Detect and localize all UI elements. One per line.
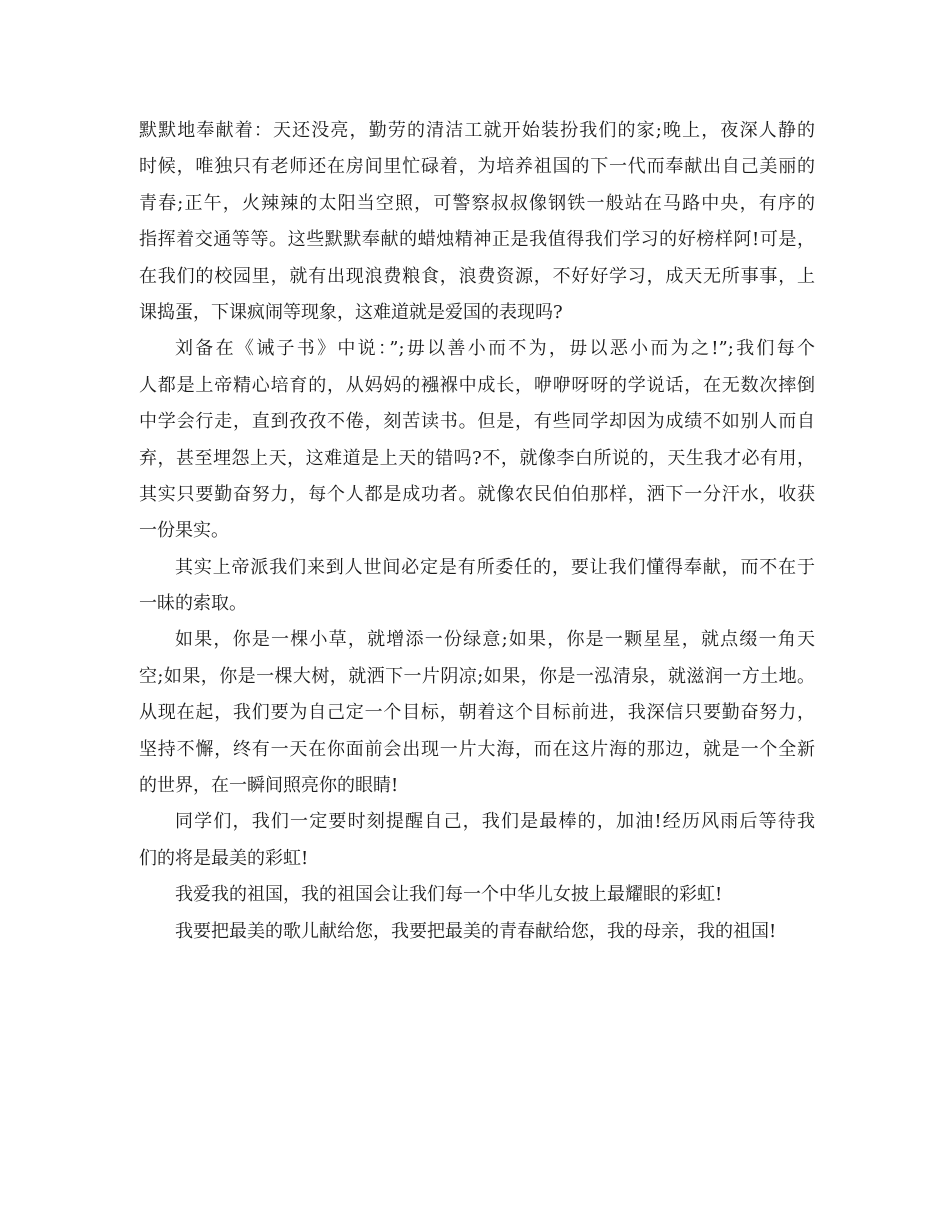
text-line: 从现在起，我们要为自己定一个目标，朝着这个目标前进，我深信只要勤奋努力，	[139, 702, 815, 724]
text-line: 青春;正午，火辣辣的太阳当空照，可警察叔叔像钢铁一般站在马路中央，有序的	[139, 192, 815, 214]
text-line: 中学会行走，直到孜孜不倦，刻苦读书。但是，有些同学却因为成绩不如别人而自	[139, 411, 815, 433]
text-line: 课捣蛋，下课疯闹等现象，这难道就是爱国的表现吗?	[139, 301, 563, 323]
text-line: 我爱我的祖国，我的祖国会让我们每一个中华儿女披上最耀眼的彩虹!	[175, 884, 723, 906]
text-line: 如果，你是一棵小草，就增添一份绿意;如果，你是一颗星星，就点缀一角天	[175, 629, 815, 651]
text-line: 的世界，在一瞬间照亮你的眼睛!	[139, 775, 399, 797]
text-line: 时候，唯独只有老师还在房间里忙碌着，为培养祖国的下一代而奉献出自己美丽的	[139, 156, 815, 178]
text-line: 坚持不懈，终有一天在你面前会出现一片大海，而在这片海的那边，就是一个全新	[139, 738, 815, 760]
text-line: 同学们，我们一定要时刻提醒自己，我们是最棒的，加油!经历风雨后等待我	[175, 811, 815, 833]
text-line: 一份果实。	[139, 520, 229, 542]
text-line: 们的将是最美的彩虹!	[139, 847, 309, 869]
text-line: 刘备在《诫子书》中说：”;毋以善小而不为，毋以恶小而为之!”;我们每个	[175, 338, 815, 360]
text-line: 弃，甚至埋怨上天，这难道是上天的错吗?不，就像李白所说的，天生我才必有用，	[139, 447, 815, 469]
text-line: 其实上帝派我们来到人世间必定是有所委任的，要让我们懂得奉献，而不在于	[175, 556, 815, 578]
text-line: 默默地奉献着：天还没亮，勤劳的清洁工就开始装扮我们的家;晚上，夜深人静的	[139, 120, 815, 141]
text-line: 我要把最美的歌儿献给您，我要把最美的青春献给您，我的母亲，我的祖国!	[175, 920, 777, 942]
text-line: 人都是上帝精心培育的，从妈妈的襁褓中成长，咿咿呀呀的学说话，在无数次摔倒	[139, 374, 815, 396]
body-text	[139, 113, 815, 950]
text-line: 其实只要勤奋努力，每个人都是成功者。就像农民伯伯那样，洒下一分汗水，收获	[139, 483, 815, 505]
text-line: 空;如果，你是一棵大树，就洒下一片阴凉;如果，你是一泓清泉，就滋润一方土地。	[139, 665, 816, 687]
text-line: 指挥着交通等等。这些默默奉献的蜡烛精神正是我值得我们学习的好榜样阿!可是，	[139, 229, 815, 251]
text-line: 一昧的索取。	[139, 593, 247, 615]
text-line: 在我们的校园里，就有出现浪费粮食，浪费资源，不好好学习，成天无所事事，上	[139, 265, 815, 287]
